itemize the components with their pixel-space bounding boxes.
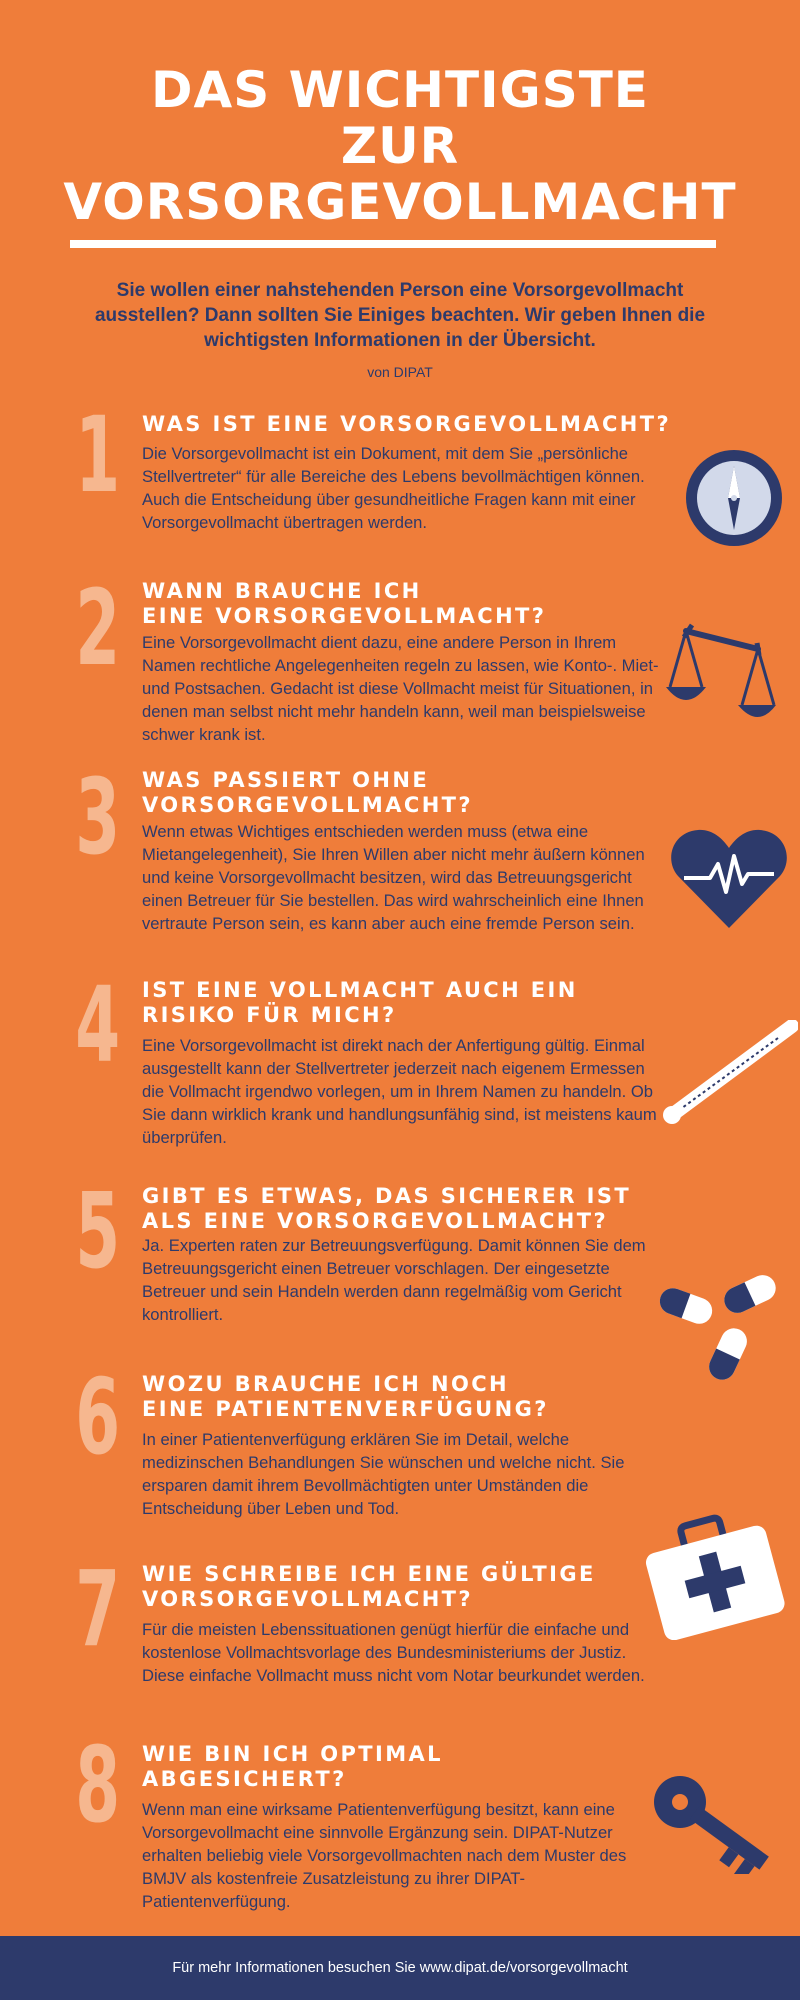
section-text: Für die meisten Lebenssituationen genügt hierfür die einfache und kostenlose Vollmachtsvorlage des Bundesministeriums der Justiz. Diese einfache Vollmacht muss nicht vom Notar beurkundet werden.: [142, 1620, 645, 1685]
title-line-3: VORSORGEVOLLMACHT: [63, 173, 737, 231]
section-number: 7: [75, 1548, 121, 1670]
section-heading-line: WAS IST EINE VORSORGEVOLLMACHT?: [142, 412, 672, 436]
section-heading: [142, 1184, 702, 1234]
section-number: 5: [75, 1170, 121, 1292]
page-title: [0, 62, 800, 230]
section-heading: [142, 1742, 702, 1792]
section-number: 1: [75, 394, 121, 516]
section-heading: [142, 412, 702, 437]
compass-icon: [682, 446, 786, 550]
section-text: Eine Vorsorgevollmacht ist direkt nach der Anfertigung gültig. Einmal ausgestellt kann der Stellvertreter jederzeit nach eigenem Ermessen die Vollmacht irgendwo vorlegen, um in Ihrem Namen zu handeln. Ob Sie dann wirklich krank und handlungsunfähig sind, ist meistens kaum überprüfen.: [142, 1036, 657, 1147]
section-heading-line: VORSORGEVOLLMACHT?: [142, 1587, 473, 1611]
section-heading: [142, 579, 702, 629]
heart-pulse-icon: [670, 826, 788, 930]
title-line-2: ZUR: [340, 117, 460, 175]
byline: von DIPAT: [367, 364, 433, 380]
section-number: 6: [75, 1356, 121, 1478]
key-icon: [650, 1770, 786, 1874]
section-text: Eine Vorsorgevollmacht dient dazu, eine andere Person in Ihrem Namen rechtliche Angelegenheiten regeln zu lassen, wie Konto-. Miet- und Postsachen. Gedacht ist diese Vollmacht meist für Situationen, in denen man selbst nicht mehr handeln kann, weil man beispielsweise schwer krank ist.: [142, 633, 659, 744]
section-heading-line: WANN BRAUCHE ICH: [142, 579, 422, 603]
section-heading-line: RISIKO FÜR MICH?: [142, 1003, 397, 1027]
section-heading-line: GIBT ES ETWAS, DAS SICHERER IST: [142, 1184, 632, 1208]
section-heading-line: VORSORGEVOLLMACHT?: [142, 793, 473, 817]
section-heading: [142, 978, 702, 1028]
scales-icon: [662, 621, 778, 731]
footer: Für mehr Informationen besuchen Sie www.dipat.de/vorsorgevollmacht: [0, 1936, 800, 2000]
section-heading: [142, 1372, 702, 1422]
section-heading-line: IST EINE VOLLMACHT AUCH EIN: [142, 978, 578, 1002]
section-number: 3: [75, 756, 121, 878]
section-number: 2: [75, 567, 121, 689]
section-text: Wenn man eine wirksame Patientenverfügung besitzt, kann eine Vorsorgevollmacht eine sinnvolle Ergänzung sein. DIPAT-Nutzer erhalten beliebig viele Vorsorgevollmachten nach dem Muster des BMJV als kostenfreie Zusatzleistung zu ihrer DIPAT-Patientenverfügung.: [142, 1800, 627, 1911]
section-heading: [142, 768, 702, 818]
pills-icon: [656, 1272, 786, 1388]
section-heading-line: WAS PASSIERT OHNE: [142, 768, 430, 792]
section-text: Wenn etwas Wichtiges entschieden werden muss (etwa eine Mietangelegenheit), Sie Ihren Willen aber nicht mehr äußern können und keine Vorsorgevollmacht besitzen, wird das Betreuungsgericht einen Betreuer für Sie bestellen. Das wird wahrscheinlich eine Ihnen vertraute Person sein, es kann aber auch eine fremde Person sein.: [142, 822, 645, 933]
section-heading-line: EINE VORSORGEVOLLMACHT?: [142, 604, 547, 628]
section-text: Die Vorsorgevollmacht ist ein Dokument, mit dem Sie „persönliche Stellvertreter“ für alle Bereiche des Lebens bevollmächtigen können. Auch die Entscheidung über gesundheitliche Fragen kann mit einer Vorsorgevollmacht übertragen werden.: [142, 444, 645, 532]
section-heading-line: EINE PATIENTENVERFÜGUNG?: [142, 1397, 549, 1421]
section-heading-line: ALS EINE VORSORGEVOLLMACHT?: [142, 1209, 609, 1233]
section-text: In einer Patientenverfügung erklären Sie im Detail, welche medizinschen Behandlungen Sie wünschen und welche nicht. Sie ersparen damit ihrem Bevollmächtigten unter Umständen die Entscheidung über Leben und Tod.: [142, 1430, 625, 1518]
title-divider: [70, 240, 716, 248]
section-heading-line: WIE BIN ICH OPTIMAL: [142, 1742, 443, 1766]
section-heading-line: WOZU BRAUCHE ICH NOCH: [142, 1372, 510, 1396]
section-heading-line: ABGESICHERT?: [142, 1767, 347, 1791]
first-aid-kit-icon: [640, 1510, 790, 1640]
section-text: Ja. Experten raten zur Betreuungsverfügung. Damit können Sie dem Betreuungsgericht einen Betreuer vorschlagen. Der eingesetzte Betreuer und sein Handeln werden dann regelmäßig vom Gericht kontrolliert.: [142, 1236, 646, 1324]
thermometer-icon: [652, 1020, 798, 1126]
section-number: 4: [75, 964, 121, 1086]
section-heading-line: WIE SCHREIBE ICH EINE GÜLTIGE: [142, 1562, 596, 1586]
intro-text: Sie wollen einer nahstehenden Person eine Vorsorgevollmacht ausstellen? Dann sollten Sie Einiges beachten. Wir geben Ihnen die wichtigsten Informationen in der Übersicht.: [94, 280, 706, 351]
section-number: 8: [75, 1724, 121, 1846]
section-heading: [142, 1562, 702, 1612]
title-line-1: DAS WICHTIGSTE: [151, 61, 649, 119]
